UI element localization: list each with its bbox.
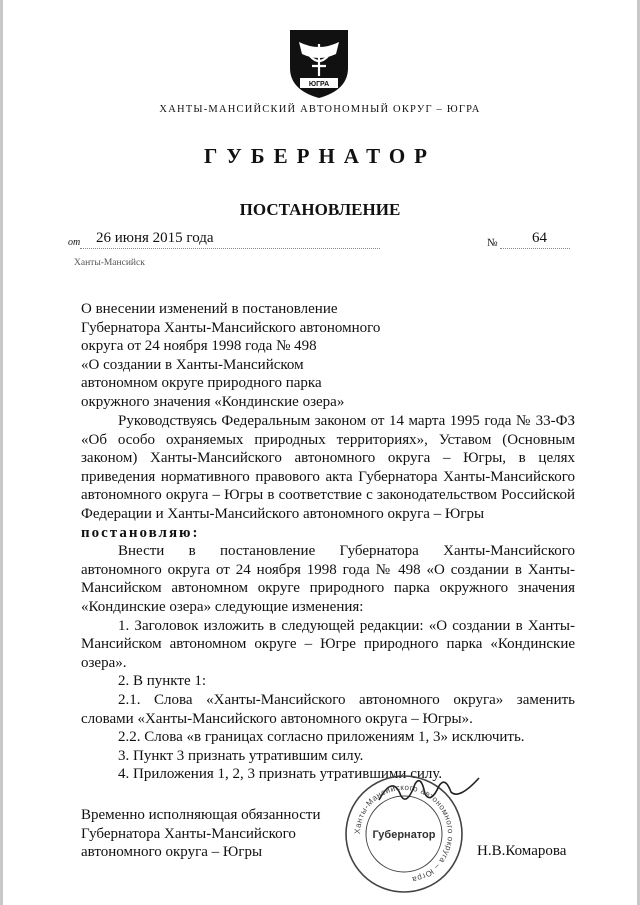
item-2: 2. В пункте 1: — [118, 673, 207, 690]
date-underline — [80, 248, 380, 249]
title-line: автономном округе природного парка — [81, 375, 322, 392]
item-4: 4. Приложения 1, 2, 3 признать утратившими силу. — [118, 766, 443, 783]
issue-city: Ханты-Мансийск — [74, 258, 145, 268]
emblem-label: ЮГРА — [308, 81, 330, 88]
document-number: 64 — [532, 230, 547, 246]
seal-center-text: Губернатор — [372, 829, 436, 841]
item-2-2: 2.2. Слова «в границах согласно приложениям 1, 3» исключить. — [118, 729, 525, 746]
title-line: «О создании в Ханты-Мансийском — [81, 356, 304, 373]
decree-word: постановляю: — [81, 524, 200, 541]
seal-ring-text: Ханты-Мансийского автономного округа – Югра — [352, 782, 456, 885]
item-2-1: 2.1. Слова «Ханты-Мансийского автономного округа» заменить словами «Ханты-Мансийского автономного округа – Югры». — [81, 691, 575, 727]
item-1: 1. Заголовок изложить в следующей редакции: «О создании в Ханты-Мансийском автономном округе – Югре природного парка «Кондинские озера». — [81, 617, 575, 671]
position-line: Временно исполняющая обязанности — [81, 807, 321, 823]
title-line: О внесении изменений в постановление — [81, 301, 338, 317]
title-line: Губернатора Ханты-Мансийского автономного — [81, 319, 381, 336]
date-prefix-label: от — [68, 237, 81, 248]
handwritten-signature — [375, 770, 485, 810]
document-body — [81, 412, 575, 784]
preamble-paragraph: Руководствуясь Федеральным законом от 14 марта 1995 года № 33-ФЗ «Об особо охраняемых природных территориях», Уставом (Основным законом) Ханты-Мансийского автономного округа – Югры, в целях приведения нормативного правового акта Губернатора Ханты-Мансийского автономного округа – Югры в соответствие с законодательством Российской Федерации и Ханты-Мансийского автономного округа – Югры — [81, 413, 575, 522]
scan-edge-left — [0, 0, 3, 905]
signatory-position — [81, 806, 321, 862]
region-name: ХАНТЫ-МАНСИЙСКИЙ АВТОНОМНЫЙ ОКРУГ – ЮГРА — [159, 104, 481, 115]
title-line: окружного значения «Кондинские озера» — [81, 393, 345, 410]
position-line: Губернатора Ханты-Мансийского — [81, 825, 296, 842]
intro-paragraph: Внести в постановление Губернатора Ханты-Мансийского автономного округа от 24 ноября 1998 года № 498 «О создании в Ханты-Мансийском автономном округе природного парка окружного значения «Кондинские озера» следующие изменения: — [81, 543, 575, 615]
signatory-name: Н.В.Комарова — [477, 843, 567, 859]
position-line: автономного округа – Югры — [81, 844, 263, 861]
item-3: 3. Пункт 3 признать утратившим силу. — [118, 747, 364, 764]
document-type: ПОСТАНОВЛЕНИЕ — [239, 200, 401, 219]
title-line: округа от 24 ноября 1998 года № 498 — [81, 338, 317, 355]
coat-of-arms-emblem — [286, 22, 352, 100]
document-date: 26 июня 2015 года — [96, 230, 214, 246]
document-title — [81, 300, 380, 412]
number-underline — [500, 248, 570, 249]
authority-title: ГУБЕРНАТОР — [203, 144, 437, 168]
number-label: № — [487, 237, 498, 249]
